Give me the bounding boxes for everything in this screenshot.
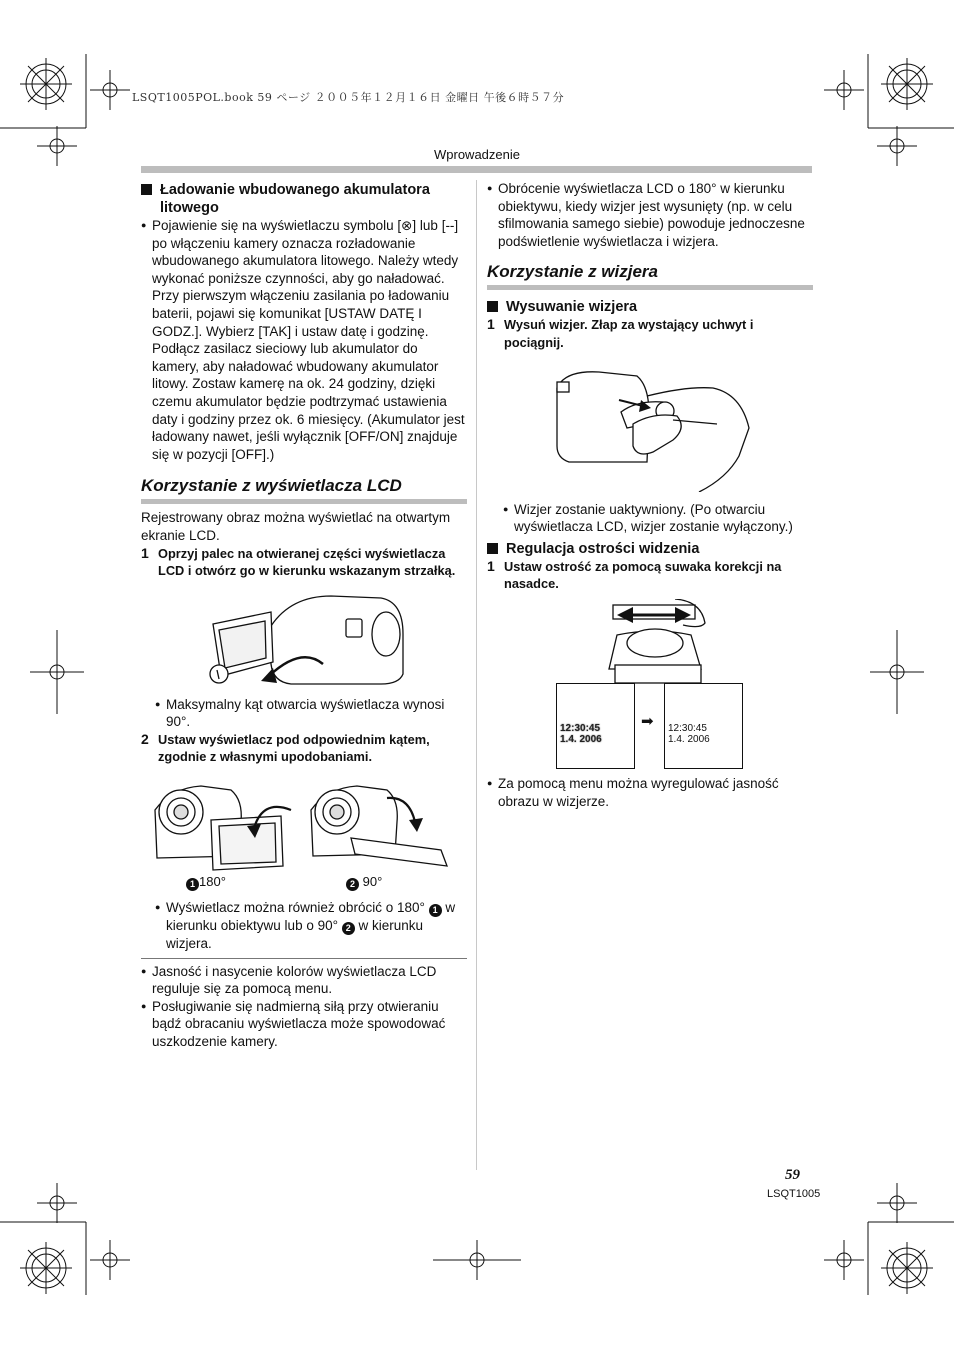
focus-heading: Regulacja ostrości widzenia	[487, 540, 813, 558]
focus-comparison	[487, 683, 813, 769]
number-1-icon: 1	[429, 904, 442, 917]
number-1-icon: 1	[186, 878, 199, 891]
sharp-screen	[664, 683, 743, 769]
note-force: ● Posługiwanie się nadmierną siłą przy otwieraniu bądź obracaniu wyświetlacza może spowodować uszkodzenie kamery.	[141, 998, 446, 1050]
bullet-icon: ●	[141, 965, 147, 976]
focus-lever-illustration	[487, 599, 813, 685]
max-angle-note: ● Maksymalny kąt otwarcia wyświetlacza wynosi 90°.	[155, 696, 445, 730]
left-column	[141, 181, 467, 1051]
bullet-icon: ●	[155, 902, 161, 913]
viewfinder-pull-illustration	[487, 366, 813, 492]
square-bullet-icon	[141, 184, 152, 195]
section-rule	[487, 285, 813, 290]
bullet-icon: ●	[141, 220, 147, 230]
arrow-right-icon: ➡	[641, 712, 654, 730]
section-rule	[141, 499, 467, 504]
lcd-intro: Rejestrowany obraz można wyświetlać na otwartym ekranie LCD.	[141, 510, 451, 543]
rotate-note: ● Wyświetlacz można również obrócić o 180° 1 w kierunku obiektywu lub o 90° 2 w kierunku wizjera.	[155, 900, 456, 952]
lcd-section-title: Korzystanie z wyświetlacza LCD	[141, 476, 402, 496]
rotate-180-note: ● Obrócenie wyświetlacza LCD o 180° w kierunku obiektywu, kiedy wizjer jest wysunięty (np. w celu sfilmowania samego siebie) powoduje jednoczesne podświetlenie wyświetlacza i wizjera.	[487, 181, 805, 249]
blurry-date: 1.4. 2006	[560, 733, 602, 745]
page-code: LSQT1005	[767, 1188, 821, 1200]
bullet-icon: ●	[503, 503, 509, 514]
bullet-icon: ●	[141, 1000, 147, 1011]
camera-lcd-open-illustration	[141, 584, 467, 694]
lcd-step-2: 2 Ustaw wyświetlacz pod odpowiednim kątem, zgodnie z własnymi upodobaniami.	[141, 730, 430, 765]
section-label: Wprowadzenie	[434, 147, 520, 162]
column-divider	[476, 180, 477, 1170]
note-brightness: ● Jasność i nasycenie kolorów wyświetlacza LCD reguluje się za pomocą menu.	[141, 963, 437, 997]
focus-step-1: 1 Ustaw ostrość za pomocą suwaka korekcji na nasadce.	[487, 557, 782, 592]
square-bullet-icon	[487, 301, 498, 312]
viewfinder-brightness-note: ● Za pomocą menu można wyregulować jasność obrazu w wizjerze.	[487, 775, 779, 809]
viewfinder-step-1: 1 Wysuń wizjer. Złap za wystający uchwyt i pociągnij.	[487, 316, 754, 350]
battery-paragraph: ● Pojawienie się na wyświetlaczu symbolu [⊗] lub [--] po włączeniu kamery oznacza rozładowanie wbudowanego akumulatora litowego. Należy wtedy wykonać poniższe czynności, aby go naładować. Przy pierwszym włączeniu zasilania po ładowaniu baterii, pojawi się komunikat [USTAW DATĘ I GODZ.]. Wybierz [TAK] i ustaw datę i godzinę. Podłącz zasilacz sieciowy lub akumulator do kamery, aby naładować wbudowany akumulator litowy. Zostaw kamerę na ok. 24 godziny, dzięki czemu akumulator będzie podtrzymać ustawienia daty i godziny przez ok. 6 miesięcy. (Akumulator jest ładowany nawet, jeśli wyłącznik [OFF/ON] znajduje się w pozycji [OFF].)	[141, 218, 465, 462]
bullet-icon: ●	[155, 698, 161, 709]
page-number: 59	[785, 1167, 800, 1183]
extend-heading: Wysuwanie wizjera	[487, 298, 813, 316]
lcd-step-1: 1 Oprzyj palec na otwieranej części wyświetlacza LCD i otwórz go w kierunku wskazanym strzałką.	[141, 544, 456, 579]
square-bullet-icon	[487, 543, 498, 554]
battery-heading: Ładowanie wbudowanego akumulatora litowego	[141, 181, 467, 217]
blurry-time: 12:30:45	[560, 722, 601, 734]
header-bar	[141, 166, 812, 173]
sharp-time: 12:30:45	[668, 722, 707, 734]
sharp-date: 1.4. 2006	[668, 733, 710, 745]
caption-90: 2 90°	[346, 873, 382, 891]
bullet-icon: ●	[487, 777, 493, 788]
caption-180: 1 180°	[186, 873, 226, 891]
print-info-line: LSQT1005POL.book 59 ページ ２００５年１２月１６日 金曜日 午後６時５７分	[132, 91, 565, 104]
notes-block	[141, 958, 467, 1051]
blurry-screen	[556, 683, 635, 769]
bullet-icon: ●	[487, 183, 493, 193]
number-2-icon: 2	[342, 922, 355, 935]
viewfinder-section-header	[487, 262, 813, 290]
number-2-icon: 2	[346, 878, 359, 891]
viewfinder-section-title: Korzystanie z wizjera	[487, 262, 659, 282]
right-column	[487, 180, 813, 810]
rotation-captions	[141, 873, 467, 891]
lcd-rotation-illustrations	[141, 776, 467, 872]
lcd-section-header	[141, 476, 467, 504]
viewfinder-activated-note: ● Wizjer zostanie uaktywniony. (Po otwarciu wyświetlacza LCD, wizjer zostanie wyłączony.)	[503, 501, 793, 535]
